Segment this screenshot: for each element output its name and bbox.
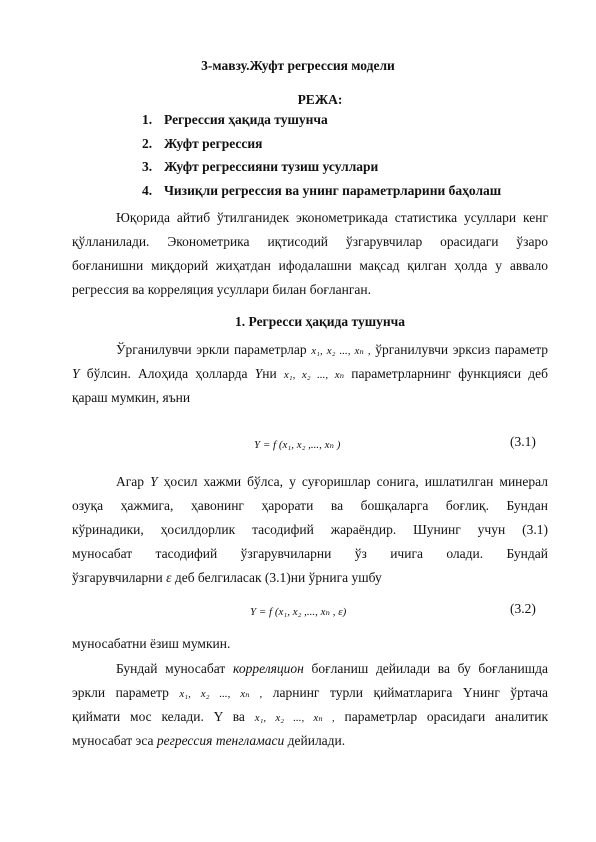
text-line: муносабат эса регрессия тенгламаси дейилади. (72, 733, 346, 748)
plan-item-number: 4. (142, 182, 153, 198)
document-title: 3-мавзу.Жуфт регрессия модели (201, 58, 395, 73)
plan-item (142, 179, 501, 203)
plan-item-text: Регрессия ҳақида тушунча (164, 112, 328, 127)
text-line: Бундай муносабат корреляцион боғланиш дейилади ва бу боғланишда (116, 661, 549, 676)
plan-item-number: 1. (142, 112, 153, 127)
plan-item-text: Жуфт регрессия (164, 135, 263, 151)
plan-list (142, 108, 501, 202)
plan-heading: РЕЖА: (297, 92, 343, 107)
text-line: қараш мумкин, яъни (72, 390, 191, 405)
text-line: эркли параметр x₁, x₂ ..., xₙ , ларнинг турли қийматларига Үнинг ўртача (72, 685, 549, 700)
intro-paragraph (72, 206, 548, 302)
formula-number: (3.2) (510, 601, 536, 616)
text-line: Y бўлсин. Алоҳида ҳолларда Yни x₁, x₂ ..., xₙ параметрларнинг функцияси деб (72, 366, 549, 381)
plan-item (142, 155, 501, 179)
plan-item (142, 132, 501, 156)
plan-item-number: 3. (142, 159, 153, 174)
text-line: Юқорида айтиб ўтилганидек эконометрикада статистика усуллари кенг (116, 210, 548, 225)
definition-paragraph (72, 338, 548, 410)
note-line (72, 632, 548, 656)
explanation-paragraph (72, 470, 548, 590)
math-variables: x₁, x₂ ..., xₙ (283, 369, 345, 381)
text-line: қиймати мос келади. Y ва x₁, x₂ ..., xₙ , параметрлар орасидаги аналитик (72, 709, 549, 724)
text-line: озуқа ҳажмига, ҳавонинг ҳарорати ва бошқаларга боғлиқ. Бундан (72, 498, 548, 513)
text-line: кўринадики, ҳосилдорлик тасодифий жараёндир. Шунинг учун (3.1) (72, 522, 548, 537)
text-line: қўлланилади. Эконометрика иқтисодий ўзгарувчилар орасидаги ўзаро (72, 234, 548, 249)
text-line: регрессия ва корреляция усуллари билан боғланган. (72, 282, 372, 297)
plan-item (142, 108, 501, 132)
text-line: муносабатни ёзиш мумкин. (72, 636, 231, 651)
text-line: муносабат тасодифий ўзгарувчиларни ўз ичига олади. Бундай (72, 546, 548, 561)
text-line: боғланишни миқдорий жиҳатдан ифодалашни мақсад қилган ҳолда у аввало (72, 258, 548, 273)
math-variables: x₁, x₂ ..., xₙ , (254, 712, 335, 724)
text-line: ўзгарувчиларни ε деб белгиласак (3.1)ни ўрнига ушбу (72, 570, 382, 585)
regression-paragraph (72, 657, 548, 753)
plan-item-text: Чизиқли регрессия ва унинг параметрларини баҳолаш (164, 182, 502, 198)
math-variables: x₁, x₂ ..., xₙ , (311, 345, 371, 357)
formula-3-2: Y = f (x₁, x₂ ,..., xₙ , ε) (250, 606, 347, 618)
math-variables: x₁, x₂ ..., xₙ , (179, 688, 263, 700)
plan-item-text: Жуфт регрессияни тузиш усуллари (164, 159, 379, 174)
text-line: Ўрганилувчи эркли параметрлар x₁, x₂ ..., xₙ , ўрганилувчи эрксиз параметр (116, 342, 549, 357)
section-heading: 1. Регресси ҳақида тушунча (235, 314, 405, 329)
formula-3-1: Y = f (x₁, x₂ ,..., xₙ ) (254, 439, 341, 451)
plan-item-number: 2. (142, 135, 153, 151)
formula-number: (3.1) (510, 434, 536, 449)
text-line: Агар Y ҳосил хажми бўлса, у суғоришлар сонига, ишлатилган минерал (116, 474, 549, 489)
